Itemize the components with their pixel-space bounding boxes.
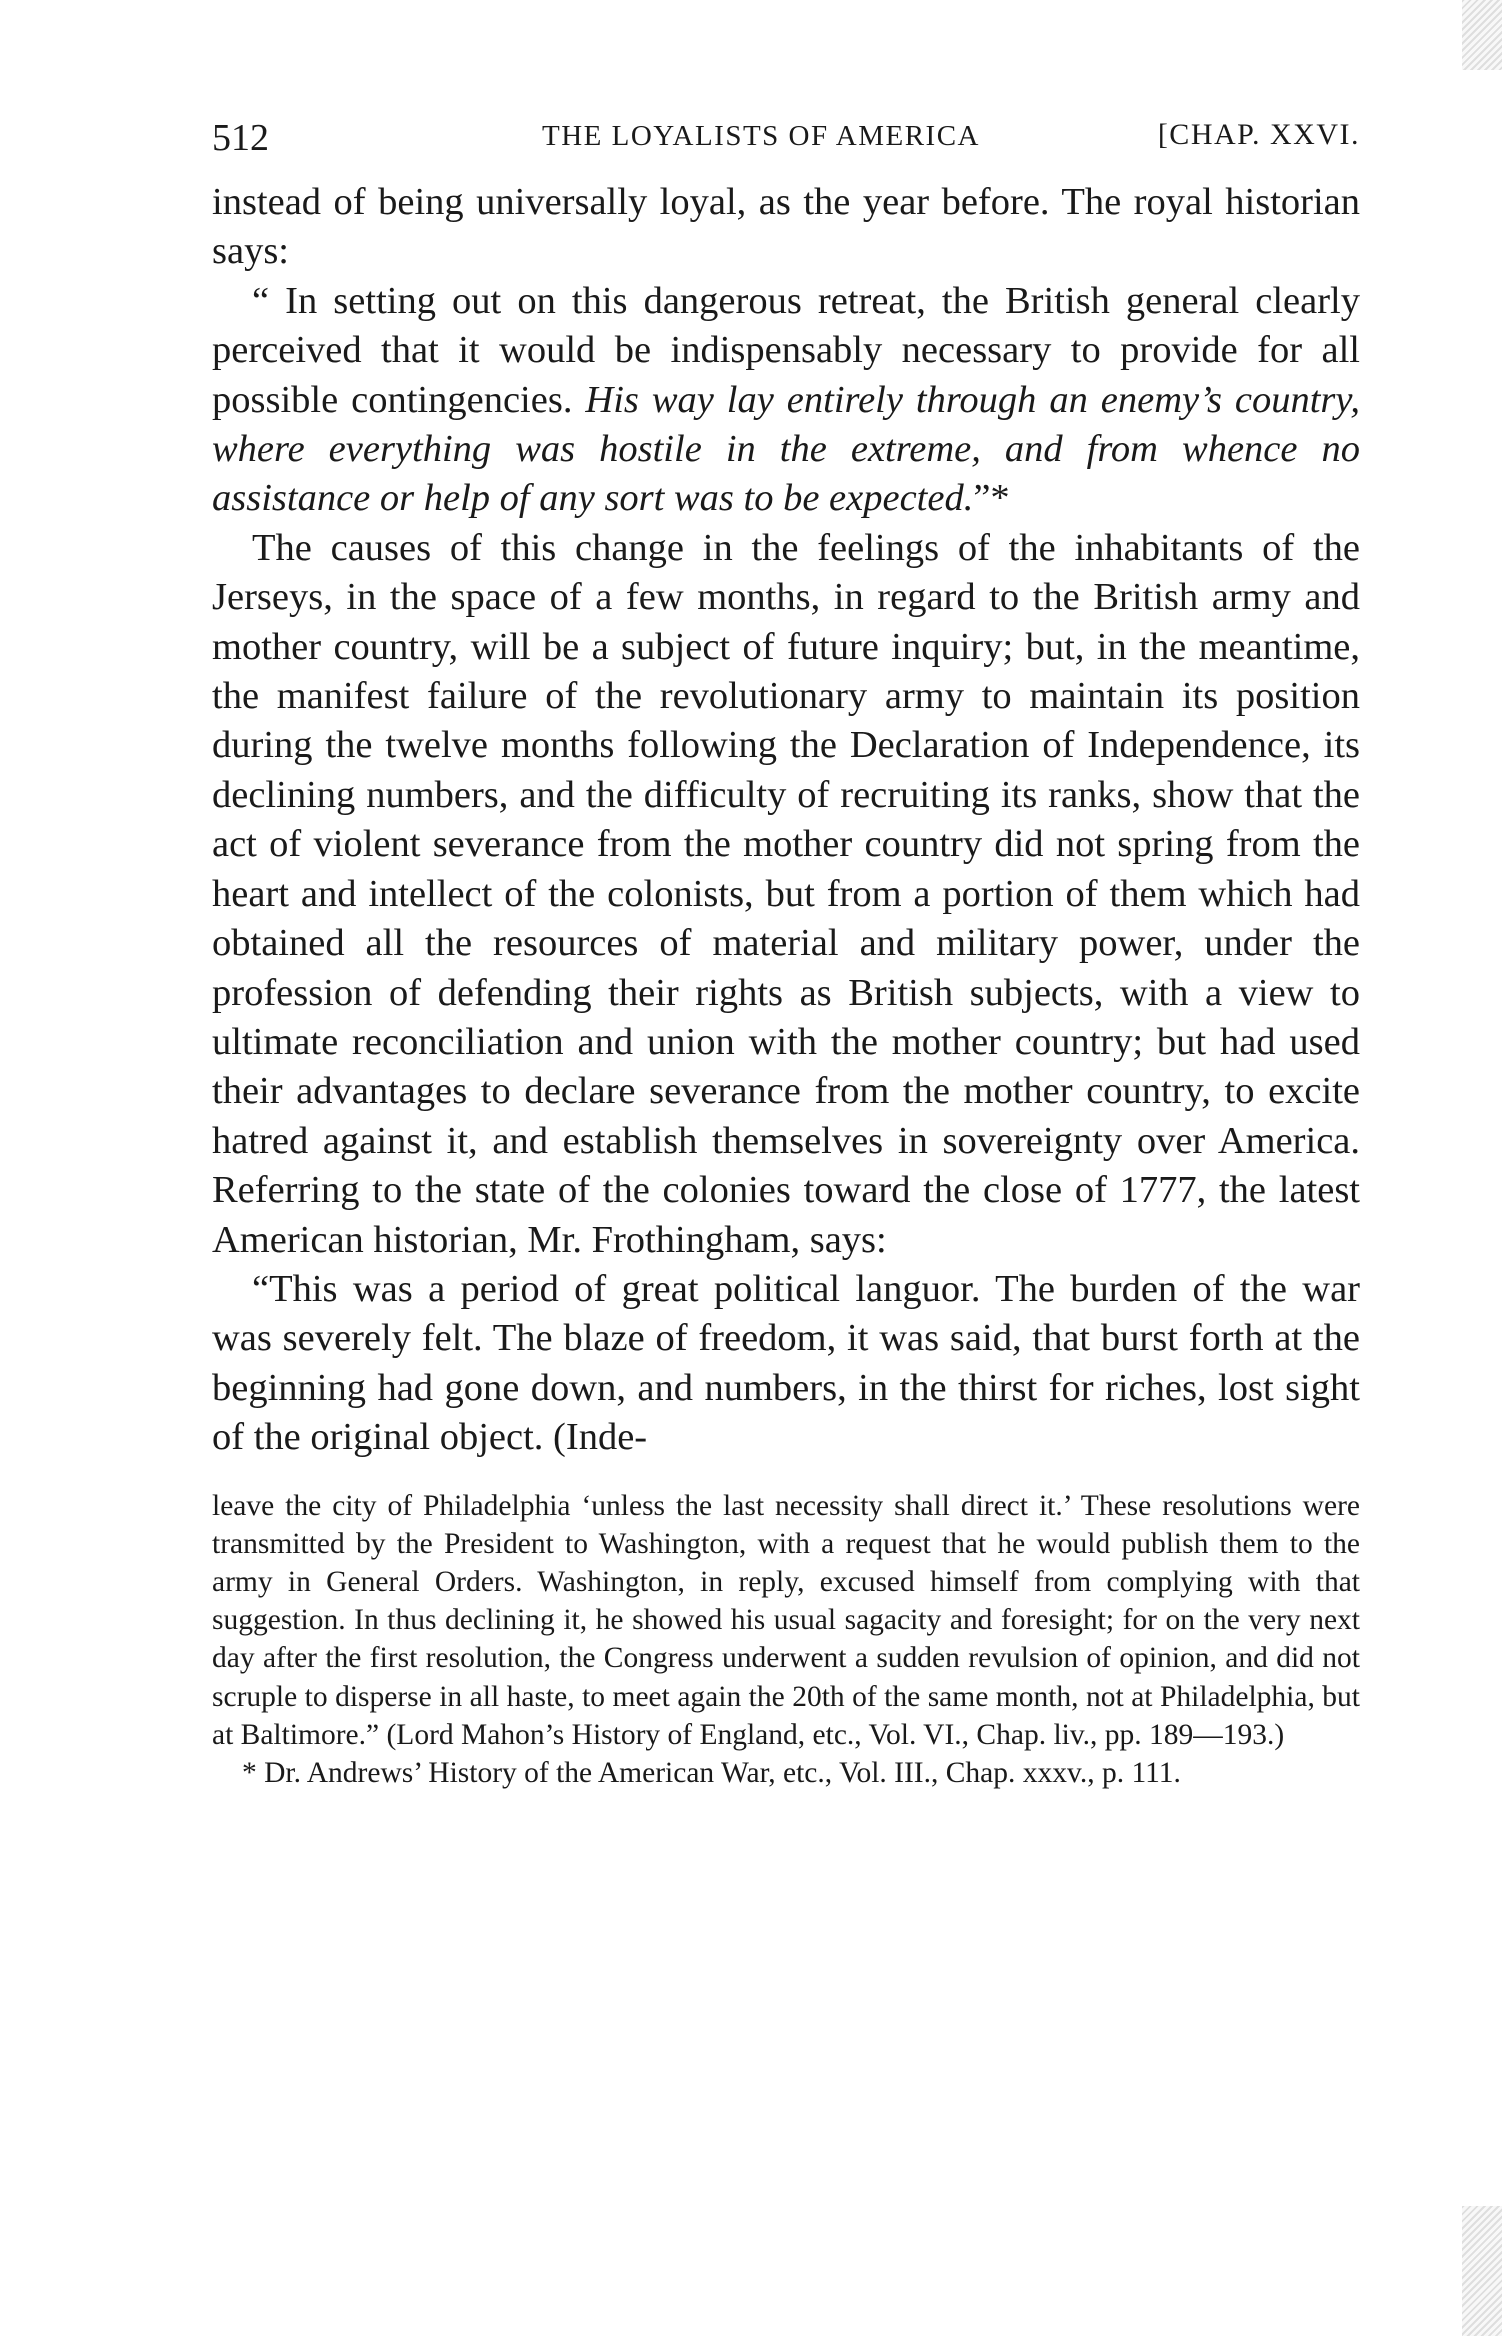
page-number: 512 <box>212 117 269 159</box>
paragraph-4-quote: “This was a period of great political languor. The burden of the war was severely felt. The blaze of freedom, it was said, that burst forth at the beginning had gone down, and numbers, in the thirst for riches, lost sight of the original object. (Inde- <box>212 1267 1360 1459</box>
footnote-star: * Dr. Andrews’ History of the American War, etc., Vol. III., Chap. xxxv., p. 111. <box>242 1756 1181 1789</box>
page-edge-mark-top <box>1462 0 1502 70</box>
paragraph-1: instead of being universally loyal, as the year before. The royal historian says: <box>212 181 1360 273</box>
running-header <box>212 110 1360 170</box>
paragraph-2-quote <box>212 277 1360 524</box>
chapter-label: [CHAP. XXVI. <box>1157 118 1360 151</box>
quote-italic-text: His way lay entirely through an enemy’s country, where everything was hostile in the extreme, and from whence no assistance or help of any sort was to be expected. <box>212 378 1360 520</box>
page-edge-mark-bottom <box>1462 2206 1502 2336</box>
paragraph-3: The causes of this change in the feelings of the inhabitants of the Jerseys, in the space of a few months, in regard to the British army and mother country, will be a subject of future inquiry; but, in the meantime, the manifest failure of the revolutionary army to maintain its position during the twelve months following the Declaration of Independence, its declining numbers, and the difficulty of recruiting its ranks, show that the act of violent severance from the mother country did not spring from the heart and intellect of the colonists, but from a portion of them which had obtained all the resources of material and military power, under the profession of defending their rights as British subjects, with a view to ultimate reconciliation and union with the mother country; but had used their advantages to declare severance from the mother country, to excite hatred against it, and establish themselves in sovereignty over America. Referring to the state of the colonies toward the close of 1777, the latest American historian, Mr. Frothingham, says: <box>212 526 1360 1261</box>
running-title: THE LOYALISTS OF AMERICA <box>542 120 980 152</box>
quote-end: ”* <box>973 477 1010 520</box>
main-text <box>212 178 1360 1463</box>
footnote-continued: leave the city of Philadelphia ‘unless the last necessity shall direct it.’ These resolutions were transmitted by the President to Washington, with a request that he would publish them to the army in General Orders. Washington, in reply, excused himself from complying with that suggestion. In thus declining it, he showed his usual sagacity and foresight; for on the very next day after the first resolution, the Congress underwent a sudden revulsion of opinion, and did not scruple to disperse in all haste, to meet again the 20th of the same month, not at Philadelphia, but at Baltimore.” (Lord Mahon’s History of England, etc., Vol. VI., Chap. liv., pp. 189—193.) <box>212 1489 1360 1751</box>
footnotes <box>212 1487 1360 1793</box>
book-page <box>212 110 1360 1792</box>
quote-plain-text: “ In setting out on this dangerous retreat, the British general clearly perceived that it would be indispensably necessary to provide for all possible contingencies. <box>212 279 1360 421</box>
